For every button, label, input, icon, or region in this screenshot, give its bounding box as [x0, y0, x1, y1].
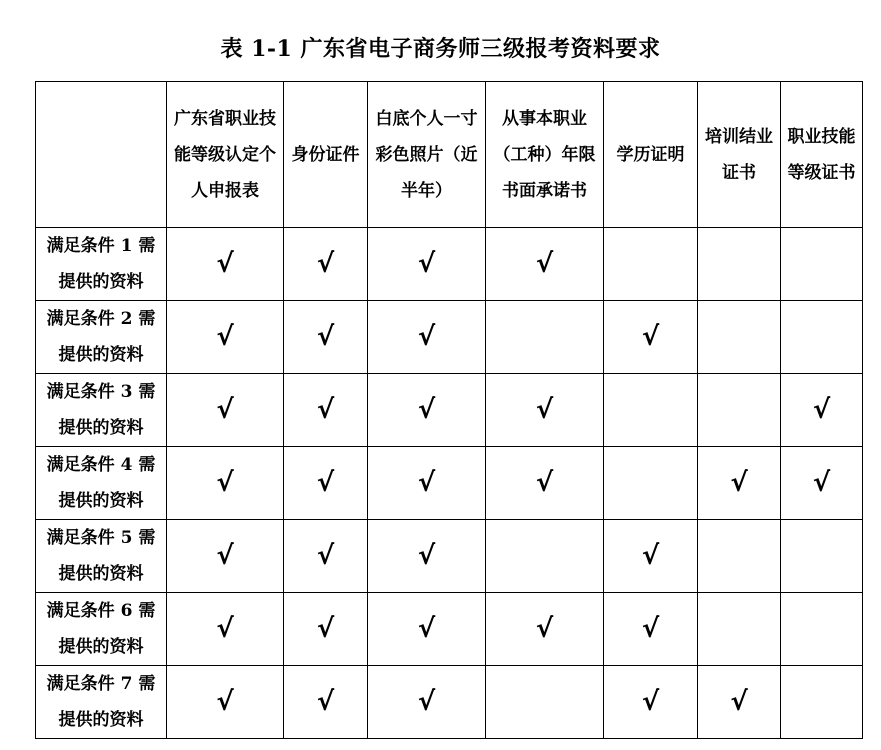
column-header	[486, 82, 604, 228]
check-mark-icon: √	[216, 541, 234, 571]
row-label	[36, 301, 167, 374]
table-cell	[604, 301, 698, 374]
table-cell	[284, 593, 368, 666]
table-cell	[486, 520, 604, 593]
check-mark-icon: √	[417, 687, 436, 717]
table-cell	[486, 666, 604, 739]
header-row	[36, 82, 863, 228]
table-cell	[604, 666, 698, 739]
check-mark-icon: √	[417, 614, 436, 644]
table-cell	[167, 301, 284, 374]
check-mark-icon: √	[535, 468, 554, 498]
table-cell	[486, 374, 604, 447]
table-row	[36, 447, 863, 520]
check-mark-icon: √	[812, 468, 831, 498]
table-cell	[781, 520, 863, 593]
column-header-label: 广东省职业技能等级认定个人申报表	[174, 108, 276, 201]
table-cell	[167, 374, 284, 447]
check-mark-icon: √	[316, 468, 335, 498]
table-cell	[604, 447, 698, 520]
row-label-text: 满足条件 6 需提供的资料	[46, 601, 156, 657]
column-header	[167, 82, 284, 228]
check-mark-icon: √	[641, 322, 660, 352]
table-cell	[781, 374, 863, 447]
table-cell	[698, 228, 781, 301]
table-cell	[604, 374, 698, 447]
column-header-label: 职业技能等级证书	[787, 126, 856, 183]
table-cell	[368, 301, 486, 374]
table-cell	[486, 447, 604, 520]
row-label-text: 满足条件 2 需提供的资料	[46, 309, 156, 365]
check-mark-icon: √	[730, 687, 748, 717]
table-cell	[698, 593, 781, 666]
check-mark-icon: √	[216, 614, 234, 644]
check-mark-icon: √	[535, 395, 554, 425]
check-mark-icon: √	[641, 541, 660, 571]
check-mark-icon: √	[316, 322, 335, 352]
check-mark-icon: √	[730, 468, 748, 498]
table-title: 表 1-1 广东省电子商务师三级报考资料要求	[220, 36, 661, 62]
check-mark-icon: √	[641, 614, 660, 644]
check-mark-icon: √	[417, 322, 436, 352]
column-header-label: 身份证件	[291, 144, 360, 165]
table-cell	[486, 593, 604, 666]
table-cell	[604, 593, 698, 666]
table-cell	[781, 228, 863, 301]
table-cell	[781, 593, 863, 666]
table-cell	[781, 301, 863, 374]
row-label-text: 满足条件 3 需提供的资料	[46, 382, 156, 438]
check-mark-icon: √	[417, 395, 436, 425]
table-cell	[604, 520, 698, 593]
table-cell	[368, 374, 486, 447]
check-mark-icon: √	[216, 687, 234, 717]
table-cell	[604, 228, 698, 301]
requirements-table	[35, 81, 863, 739]
column-header	[604, 82, 698, 228]
table-cell	[284, 520, 368, 593]
table-row	[36, 374, 863, 447]
column-header	[698, 82, 781, 228]
check-mark-icon: √	[316, 541, 335, 571]
table-row	[36, 666, 863, 739]
table-cell	[284, 666, 368, 739]
table-cell	[486, 301, 604, 374]
table-cell	[368, 447, 486, 520]
row-label-text: 满足条件 1 需提供的资料	[46, 236, 156, 292]
table-cell	[284, 228, 368, 301]
row-label-text: 满足条件 5 需提供的资料	[46, 528, 156, 584]
table-row	[36, 593, 863, 666]
table-cell	[167, 228, 284, 301]
row-label	[36, 228, 167, 301]
table-body	[36, 228, 863, 739]
column-header	[284, 82, 368, 228]
table-cell	[698, 301, 781, 374]
table-cell	[698, 666, 781, 739]
check-mark-icon: √	[316, 687, 335, 717]
table-cell	[698, 374, 781, 447]
check-mark-icon: √	[216, 468, 234, 498]
check-mark-icon: √	[812, 395, 831, 425]
check-mark-icon: √	[316, 395, 335, 425]
check-mark-icon: √	[316, 614, 335, 644]
row-label	[36, 666, 167, 739]
check-mark-icon: √	[216, 249, 234, 279]
check-mark-icon: √	[417, 249, 436, 279]
check-mark-icon: √	[417, 468, 436, 498]
check-mark-icon: √	[216, 322, 234, 352]
table-cell	[781, 447, 863, 520]
row-label	[36, 520, 167, 593]
table-row	[36, 520, 863, 593]
check-mark-icon: √	[535, 249, 554, 279]
table-cell	[284, 447, 368, 520]
check-mark-icon: √	[316, 249, 335, 279]
table-cell	[167, 520, 284, 593]
row-label-text: 满足条件 4 需提供的资料	[46, 455, 156, 511]
table-cell	[698, 520, 781, 593]
check-mark-icon: √	[417, 541, 436, 571]
table-cell	[284, 374, 368, 447]
row-label	[36, 374, 167, 447]
table-cell	[368, 666, 486, 739]
check-mark-icon: √	[216, 395, 234, 425]
table-cell	[368, 228, 486, 301]
table-cell	[486, 228, 604, 301]
column-header-label: 从事本职业（工种）年限书面承诺书	[493, 108, 596, 201]
table-row	[36, 301, 863, 374]
table-cell	[167, 447, 284, 520]
column-header	[781, 82, 863, 228]
table-cell	[781, 666, 863, 739]
table-cell	[167, 666, 284, 739]
check-mark-icon: √	[641, 687, 660, 717]
row-label	[36, 593, 167, 666]
column-header	[368, 82, 486, 228]
column-header-label: 培训结业证书	[705, 126, 773, 183]
table-cell	[167, 593, 284, 666]
check-mark-icon: √	[535, 614, 554, 644]
row-label	[36, 447, 167, 520]
table-row	[36, 228, 863, 301]
corner-cell	[36, 82, 167, 228]
table-cell	[698, 447, 781, 520]
table-cell	[284, 301, 368, 374]
table-cell	[368, 520, 486, 593]
column-header-label: 学历证明	[616, 144, 685, 165]
table-cell	[368, 593, 486, 666]
column-header-label: 白底个人一寸彩色照片（近半年）	[375, 108, 478, 201]
row-label-text: 满足条件 7 需提供的资料	[46, 674, 156, 730]
